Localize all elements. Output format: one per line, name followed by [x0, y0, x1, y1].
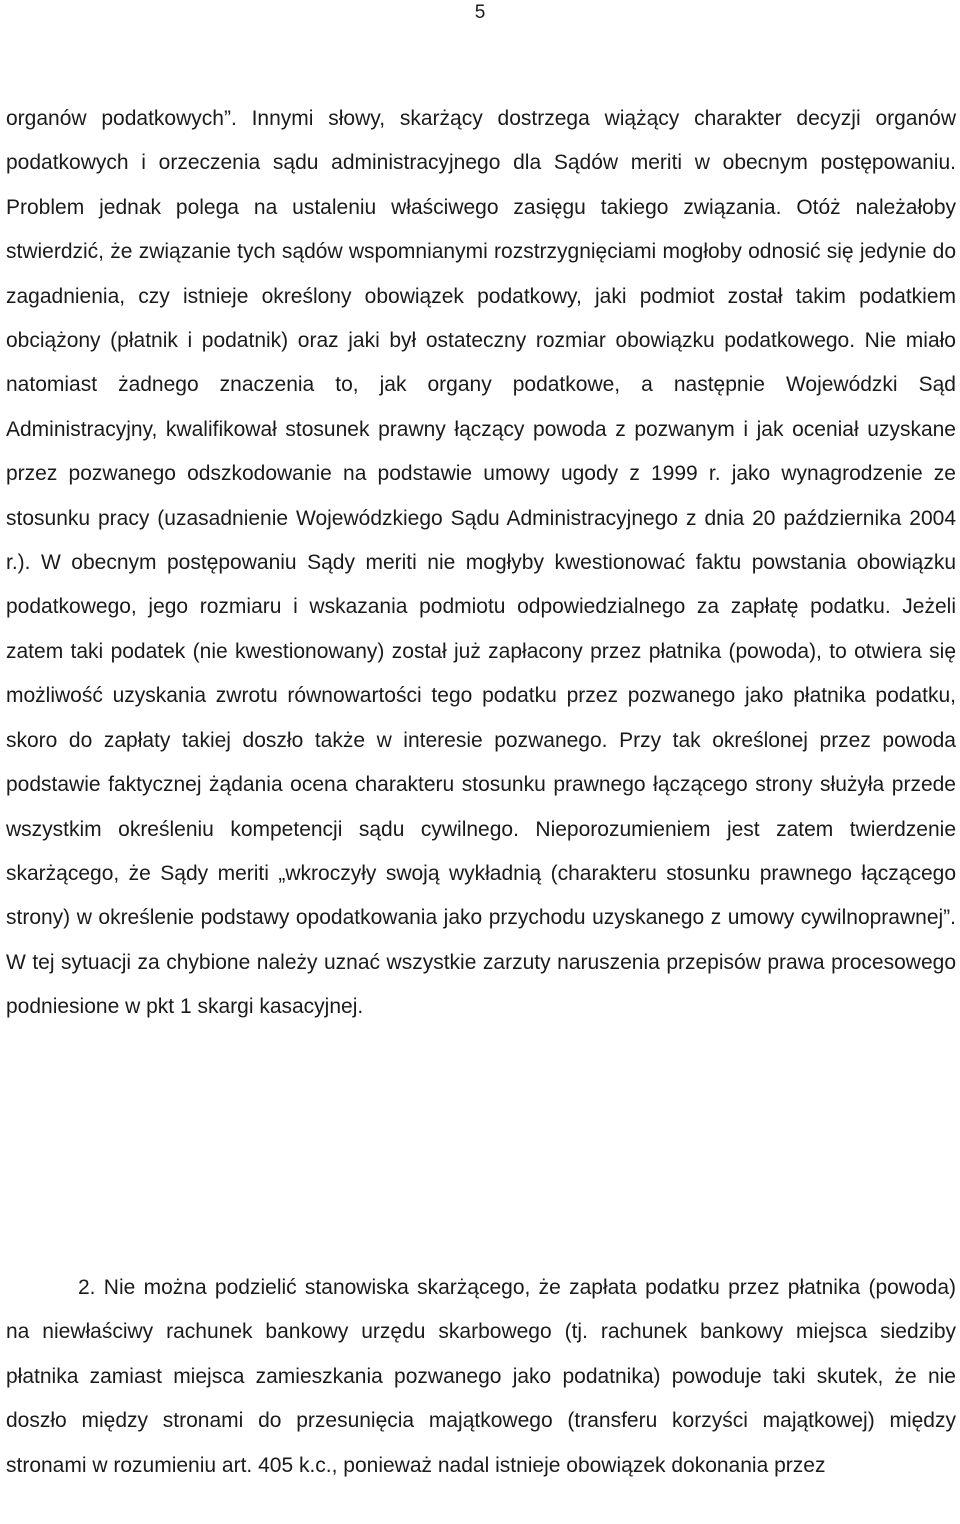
page-number: 5: [474, 2, 486, 23]
body-paragraph-1: organów podatkowych”. Innymi słowy, skarżący dostrzega wiążący charakter decyzji organów podatkowych i orzeczenia sądu administracyjnego dla Sądów meriti w obecnym postępowaniu. Problem jednak polega na ustaleniu właściwego zasięgu takiego związania. Otóż należałoby stwierdzić, że związanie tych sądów wspomnianymi rozstrzygnięciami mogłoby odnosić się jedynie do zagadnienia, czy istnieje określony obowiązek podatkowy, jaki podmiot został takim podatkiem obciążony (płatnik i podatnik) oraz jaki był ostateczny rozmiar obowiązku podatkowego. Nie miało natomiast żadnego znaczenia to, jak organy podatkowe, a następnie Wojewódzki Sąd Administracyjny, kwalifikował stosunek prawny łączący powoda z pozwanym i jak oceniał uzyskane przez pozwanego odszkodowanie na podstawie umowy ugody z 1999 r. jako wynagrodzenie ze stosunku pracy (uzasadnienie Wojewódzkiego Sądu Administracyjnego z dnia 20 października 2004 r.). W obecnym postępowaniu Sądy meriti nie mogłyby kwestionować faktu powstania obowiązku podatkowego, jego rozmiaru i wskazania podmiotu odpowiedzialnego za zapłatę podatku. Jeżeli zatem taki podatek (nie kwestionowany) został już zapłacony przez płatnika (powoda), to otwiera się możliwość uzyskania zwrotu równowartości tego podatku przez pozwanego jako płatnika podatku, skoro do zapłaty takiej doszło także w interesie pozwanego. Przy tak określonej przez powoda podstawie faktycznej żądania ocena charakteru stosunku prawnego łączącego strony służyła przede wszystkim określeniu kompetencji sądu cywilnego. Nieporozumieniem jest zatem twierdzenie skarżącego, że Sądy meriti „wkroczyły swoją wykładnią (charakteru stosunku prawnego łączącego strony) w określenie podstawy opodatkowania jako przychodu uzyskanego z umowy cywilnoprawnej”. W tej sytuacji za chybione należy uznać wszystkie zarzuty naruszenia przepisów prawa procesowego podniesione w pkt 1 skargi kasacyjnej.: [6, 107, 956, 1019]
body-paragraph-2: 2. Nie można podzielić stanowiska skarżącego, że zapłata podatku przez płatnika (powoda) na niewłaściwy rachunek bankowy urzędu skarbowego (tj. rachunek bankowy miejsca siedziby płatnika zamiast miejsca zamieszkania pozwanego jako podatnika) powoduje taki skutek, że nie doszło między stronami do przesunięcia majątkowego (transferu korzyści majątkowej) między stronami w rozumieniu art. 405 k.c., ponieważ nadal istnieje obowiązek dokonania przez: [6, 1276, 956, 1477]
